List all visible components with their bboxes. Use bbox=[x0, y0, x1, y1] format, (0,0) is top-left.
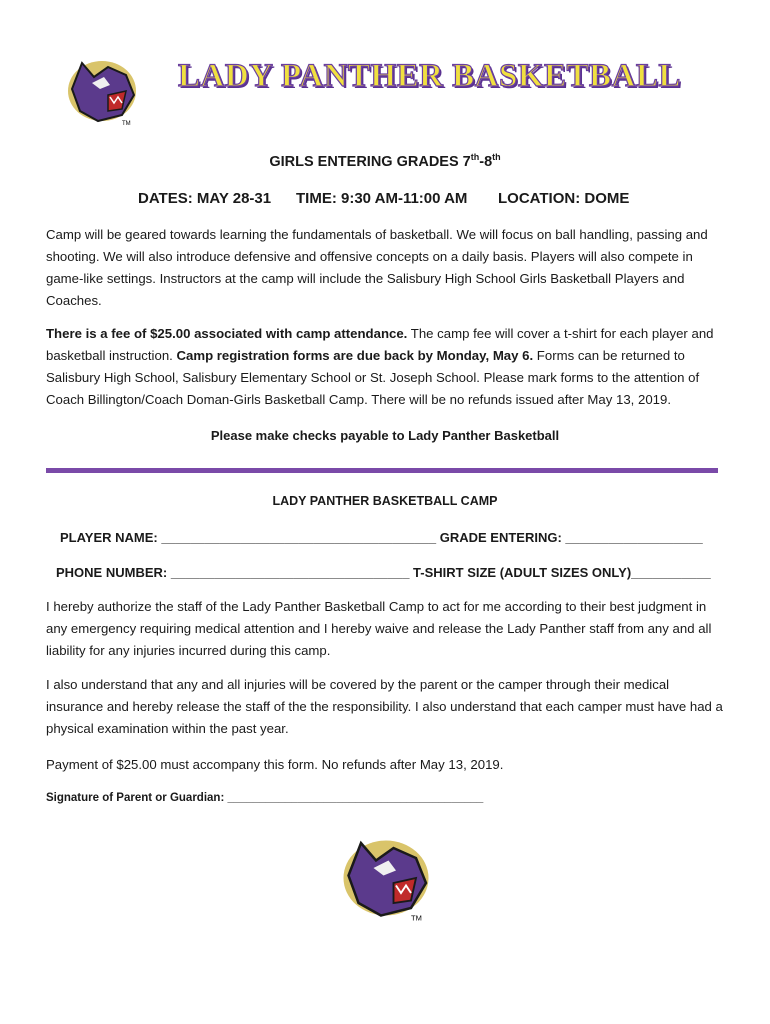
checks-note: Please make checks payable to Lady Panther Basketball bbox=[210, 428, 560, 443]
panther-head-logo-icon bbox=[338, 833, 434, 923]
player-name-field[interactable]: PLAYER NAME: ______________________________________ GRADE ENTERING: ___________________ bbox=[60, 530, 703, 545]
dates-label: DATES: MAY 28-31 bbox=[138, 190, 272, 207]
svg-text:TM: TM bbox=[411, 913, 422, 923]
divider bbox=[46, 468, 718, 473]
grades-heading: GIRLS ENTERING GRADES 7th-8th bbox=[269, 152, 501, 170]
waiver-paragraph-1: I hereby authorize the staff of the Lady Panther Basketball Camp to act for me according to their best judgment in any emergency requiring medical attention and I hereby waive and release the Lady Panther staff from any and all liability for any injuries incurred during this camp. bbox=[46, 599, 712, 658]
form-title: LADY PANTHER BASKETBALL CAMP bbox=[272, 494, 498, 508]
svg-text:TM: TM bbox=[122, 121, 131, 127]
time-label: TIME: 9:30 AM-11:00 AM bbox=[296, 190, 468, 207]
panther-head-logo-icon bbox=[64, 55, 140, 127]
payment-note: Payment of $25.00 must accompany this form. No refunds after May 13, 2019. bbox=[46, 757, 504, 772]
location-label: LOCATION: DOME bbox=[498, 190, 630, 207]
page-title: LADY PANTHER BASKETBALL bbox=[178, 58, 681, 94]
camp-description: Camp will be geared towards learning the fundamentals of basketball. We will focus on ball handling, passing and shooting. We will also introduce defensive and offensive concepts on a daily basis. Players will also compete in game-like settings. Instructors at the camp will include the Salisbury High School Girls Basketball Players and Coaches. bbox=[46, 227, 708, 308]
waiver-paragraph-2: I also understand that any and all injuries will be covered by the parent or the camper through their medical insurance and hereby release the staff of the the responsibility. I also understand that each camper must have had a physical examination within the past year. bbox=[46, 677, 723, 736]
phone-number-field[interactable]: PHONE NUMBER: _________________________________ T-SHIRT SIZE (ADULT SIZES ONLY)___________ bbox=[56, 565, 711, 580]
fee-paragraph: There is a fee of $25.00 associated with camp attendance. The camp fee will cover a t-shirt for each player and basketball instruction. Camp registration forms are due back by Monday, May 6. Forms can be returned to Salisbury High School, Salisbury Elementary School or St. Joseph School. Please mark forms to the attention of Coach Billington/Coach Doman-Girls Basketball Camp. There will be no refunds issued after May 13, 2019. bbox=[46, 326, 714, 407]
signature-field[interactable]: Signature of Parent or Guardian: ________________________________________ bbox=[46, 792, 484, 804]
